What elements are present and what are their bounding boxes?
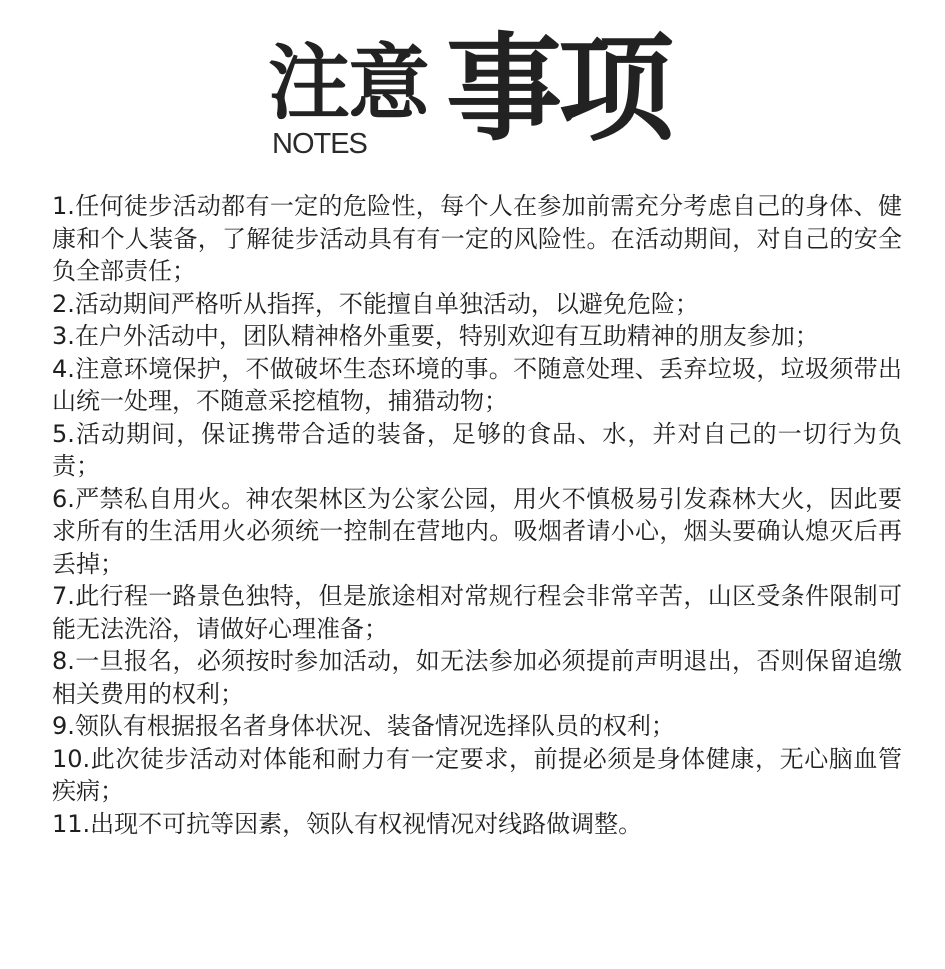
note-item-8: 8.一旦报名，必须按时参加活动，如无法参加必须提前声明退出，否则保留追缴相关费用的权利； <box>52 647 902 708</box>
note-item-7: 7.此行程一路景色独特，但是旅途相对常规行程会非常辛苦，山区受条件限制可能无法洗浴，请做好心理准备； <box>52 582 902 643</box>
note-item-2: 2.活动期间严格听从指挥，不能擅自单独活动，以避免危险； <box>52 289 699 318</box>
note-item-9: 9.领队有根据报名者身体状况、装备情况选择队员的权利； <box>52 712 675 740</box>
header <box>0 0 945 175</box>
page-subtitle: NOTES <box>272 128 367 160</box>
note-item-4: 4.注意环境保护，不做破坏生态环境的事。不随意处理、丢弃垃圾，垃圾须带出山统一处理，不随意采挖植物，捕猎动物； <box>52 354 902 415</box>
note-item-1: 1.任何徒步活动都有一定的危险性，每个人在参加前需充分考虑自己的身体、健康和个人装备，了解徒步活动具有有一定的风险性。在活动期间，对自己的安全负全部责任； <box>52 192 902 285</box>
note-item-3: 3.在户外活动中，团队精神格外重要，特别欢迎有互助精神的朋友参加； <box>52 322 819 350</box>
page-title-part2: 事项 <box>446 22 670 157</box>
note-item-6: 6.严禁私自用火。神农架林区为公家公园，用火不慎极易引发森林大火，因此要求所有的生活用火必须统一控制在营地内。吸烟者请小心，烟头要确认熄灭后再丢掉； <box>52 484 902 578</box>
note-item-5: 5.活动期间，保证携带合适的装备，足够的食品、水，并对自己的一切行为负责； <box>52 419 902 480</box>
note-item-10: 10.此次徒步活动对体能和耐力有一定要求，前提必须是身体健康，无心脑血管疾病； <box>52 744 902 805</box>
page-title-part1: 注意 <box>268 36 429 131</box>
note-item-11: 11.出现不可抗等因素，领队有权视情况对线路做调整。 <box>52 809 643 838</box>
notes-list <box>52 190 902 840</box>
